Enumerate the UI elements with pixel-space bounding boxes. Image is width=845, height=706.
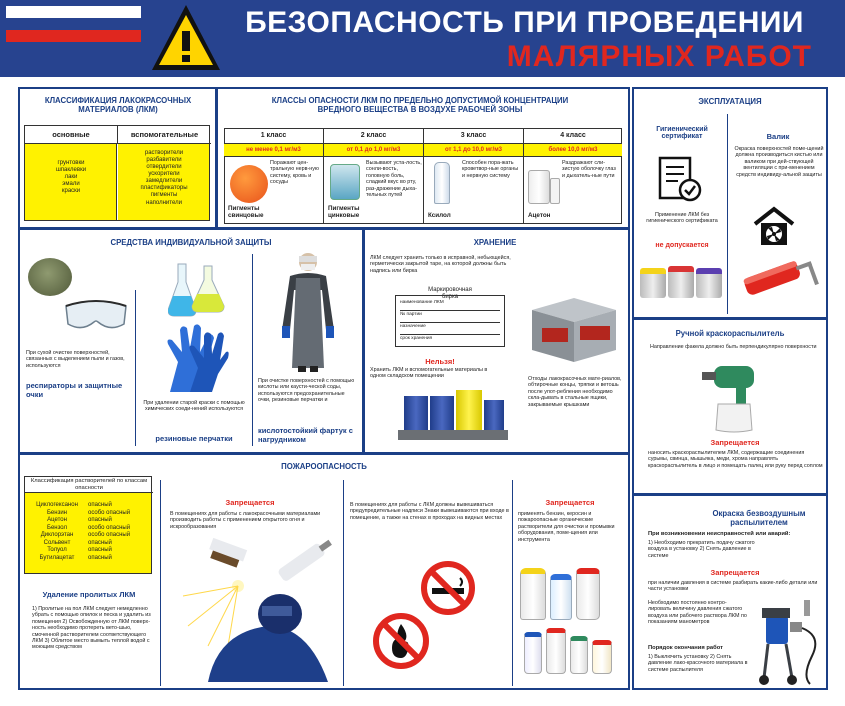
fire-forbidden-2: Запрещается — [545, 498, 595, 507]
airless-sprayer-image — [752, 596, 824, 686]
sprayer-text: Направление факела должно быть перпендикулярно поверхности — [650, 344, 817, 350]
aux-item: ускорители — [148, 171, 180, 178]
hazard-title: КЛАССЫ ОПАСНОСТИ ЛКМ ПО ПРЕДЕЛЬНО ДОПУСТИМОЙ КОНЦЕНТРАЦИИ ВРЕДНОГО ВЕЩЕСТВА В ВОЗДУХЕ РАБОЧЕЙ ЗОНЫ — [271, 96, 569, 114]
apron-label: кислотостойкий фартук с нагрудником — [258, 426, 353, 444]
solvent-name: Бутилацетат — [39, 554, 75, 561]
solvent-class: особо опасный — [88, 524, 131, 531]
fire-divider-1 — [160, 480, 161, 686]
breach-title: При возникновении неисправностей или аварий: — [648, 531, 791, 537]
exploitation-divider — [727, 114, 728, 314]
aux-item: разбавители — [146, 157, 182, 164]
class-effect: Способен пора-жать кроветвор-ные органы и нервную систему — [462, 160, 519, 179]
class-sample: Пигменты цинковые — [328, 205, 360, 219]
removal-text: 1) Пролитые на пол ЛКМ следует немедленно убрать с помощью опилок и песка и удалить из помещения 2) Освобожденную от ЛКМ поверх-ность необходимо протереть вето-шью, смоченной растворителем соответствующего ЛКМ 3) Облитое место вымыть теплой водой с моющим средством — [32, 606, 151, 651]
welder-image — [168, 536, 340, 682]
class-name: 3 класс — [424, 128, 523, 144]
solvent-class: опасный — [88, 517, 112, 523]
storage-forbidden: Нельзя! — [425, 357, 455, 366]
solvent-class: особо опасный — [88, 532, 131, 538]
storage-text: ЛКМ следует хранить только в исправной, небьющейся, герметически закрытой таре, на которой должны быть надпись или бирка — [370, 255, 511, 274]
airless-title: Окраска безвоздушным распылителем — [712, 509, 806, 527]
no-open-flame-sign-icon — [372, 612, 430, 670]
tag-row: назначение — [400, 324, 500, 335]
solvent-table-title: Классификация растворителей по классам опасности — [25, 478, 153, 493]
barrels-image — [398, 386, 508, 442]
solvent-name: Сольвент — [43, 539, 71, 546]
gloves-text: При удалении старой краски с помощью химических соеди-нений используются — [143, 400, 245, 413]
classification-table — [24, 125, 210, 221]
zinc-pigment-image — [330, 164, 360, 200]
class-range: от 1,1 до 10,0 мг/м3 — [424, 144, 523, 157]
exploitation-title: ЭКСПЛУАТАЦИЯ — [698, 97, 762, 106]
lead-pigment-image — [230, 165, 268, 203]
class-sample: Пигменты свинцовые — [228, 205, 264, 219]
class-effect: Вызывают уста-лость, сонли-вость, головную боль, сладкий вкус во рту, раз-дражение дыха-тельных путей — [366, 160, 422, 198]
airless-forbidden: Запрещается — [710, 568, 760, 577]
fire-col3-text: В помещениях для работы с ЛКМ должны вывешиваться предупредительные надписи Знаки вывешиваются при входе в помещение, а также на стенах в проходах на видных местах — [350, 502, 509, 521]
class-name: 2 класс — [324, 128, 423, 144]
sprayer-forbidden-text: наносить краскораспылителем ЛКМ, содержащие соединения сурьмы, свинца, мышьяка, меди, хрома направлять краскораспылитель в лицо и помещать палец или руку перед соплом — [648, 450, 823, 469]
ventilation-house-icon — [752, 206, 796, 246]
flag — [6, 6, 141, 54]
solvent-class: опасный — [88, 547, 112, 553]
fire-divider-2 — [343, 480, 344, 686]
fire-divider-3 — [512, 480, 513, 686]
solvent-class: опасный — [88, 539, 112, 546]
ppe-divider-2 — [252, 254, 253, 446]
certificate-icon — [654, 154, 704, 204]
respirator-label: респираторы и защитные очки — [26, 381, 123, 399]
col-aux-header: вспомогательные — [118, 126, 211, 144]
fire-forbidden-1: Запрещается — [225, 498, 275, 507]
hazard-class-3 — [424, 128, 524, 224]
solvent-bottles-image — [516, 560, 626, 682]
hazard-class-1 — [224, 128, 324, 224]
solvent-name: Толуол — [47, 547, 67, 553]
classification-title: КЛАССИФИКАЦИЯ ЛАКОКРАСОЧНЫХ МАТЕРИАЛОВ (ЛКМ) — [44, 96, 192, 114]
paint-roller-image — [736, 252, 820, 302]
removal-title: Удаление пролитых ЛКМ — [42, 590, 136, 599]
aux-item: наполнители — [146, 199, 182, 206]
fire-col4-text: применять бензин, керосин и пожароопасные органические растворители для очистки и промывки оборудования, поме-щения или инструмента — [518, 511, 615, 543]
end-title: Порядок окончания работ — [648, 645, 723, 651]
steel-box-image — [528, 296, 620, 366]
aux-item: пигменты — [150, 192, 178, 199]
fire-title: ПОЖАРООПАСНОСТЬ — [281, 462, 367, 471]
airless-pressure-text: Необходимо постоянно контро-лировать величину давления сжатого воздуха или рабочего раствора ЛКМ по показаниям манометров — [648, 600, 747, 626]
tag-row: срок хранения — [400, 336, 433, 341]
aux-item: замедлители — [145, 178, 183, 185]
storage-waste-text: Отходы лакокрасочных мате-риалов, обтирочные концы, тряпки и ветошь после упот-ребления необходимо скла-дывать в стальные ящики, закрываемые крышками — [528, 376, 622, 408]
class-effect: Поражают цен-тральную нерв-ную систему, кровь и сосуды — [270, 160, 319, 186]
certificate-warning: не допускается — [655, 242, 709, 249]
ppe-divider-1 — [135, 290, 136, 446]
respirator-image — [28, 258, 72, 296]
main-item: грунтовки — [57, 160, 85, 166]
class-sample: Ксилол — [428, 212, 451, 219]
page-subtitle: МАЛЯРНЫХ РАБОТ — [506, 40, 812, 73]
apron-text: При очистке поверхностей с помощью кислоты или каусти-ческой соды, используются предохранительные очки, резиновые перчатки и — [258, 378, 355, 404]
aux-item: отвердители — [146, 164, 182, 171]
sprayer-title: Ручной краскораспылитель — [675, 329, 785, 338]
marking-tag — [395, 295, 505, 347]
class-range: от 0,1 до 1,0 мг/м3 — [324, 144, 423, 157]
solvent-name: Циклогексанон — [36, 502, 78, 508]
respirator-text: При сухой очистке поверхностей, связанных с выделением пыли и газов, используются — [26, 350, 125, 369]
fire-col2-text: В помещениях для работы с лакокрасочными материалами производить работы с применением открытого огня и искрообразования — [170, 511, 321, 530]
tag-row: № партии — [400, 312, 500, 323]
main-item: лаки — [64, 174, 78, 181]
storage-title: ХРАНЕНИЕ — [473, 238, 517, 247]
class-range: не менее 0,1 мг/м3 — [224, 144, 323, 157]
worker-apron-image — [268, 250, 348, 374]
roller-title: Валик — [766, 132, 790, 141]
solvent-list — [26, 502, 150, 562]
flasks-image — [168, 262, 228, 320]
warning-sign-icon — [150, 3, 222, 73]
tag-row: наименование ЛКМ — [400, 300, 500, 311]
main-item: эмали — [62, 181, 80, 188]
certificate-text: Применение ЛКМ без гигиенического сертификата — [646, 212, 718, 225]
main-item: шпаклевки — [55, 167, 87, 174]
tag-title: Маркировочная бирка — [428, 287, 472, 301]
aux-item: растворители — [144, 150, 184, 156]
paint-cans-image — [640, 262, 724, 302]
airless-forbidden-text: при наличии давления в системе разбирать какие-либо детали или части установки — [648, 580, 818, 593]
no-smoking-sign-icon — [420, 560, 476, 616]
certificate-title: Гигиенический сертификат — [656, 126, 708, 140]
solvent-class: опасный — [88, 554, 112, 561]
ppe-title: СРЕДСТВА ИНДИВИДУАЛЬНОЙ ЗАЩИТЫ — [110, 238, 272, 247]
acetone-bottle-image — [528, 170, 550, 204]
main-item: краски — [61, 188, 81, 195]
class-sample: Ацетон — [528, 212, 551, 219]
class-name: 4 класс — [524, 128, 622, 144]
page-title: БЕЗОПАСНОСТЬ ПРИ ПРОВЕДЕНИИ — [245, 6, 804, 39]
solvent-class: особо опасный — [88, 509, 131, 516]
class-effect: Раздражают сли-зистую оболочку глаз и дыхатель-ные пути — [562, 160, 616, 179]
solvent-name: Бензин — [46, 509, 67, 516]
col-main-header: основные — [25, 126, 118, 144]
goggles-image — [62, 296, 130, 336]
hazard-class-2 — [324, 128, 424, 224]
solvent-name: Диклорэтан — [40, 532, 74, 538]
end-text: 1) Выключить установку 2) Снять давление лако-красочного материала в системе распылителя — [648, 654, 748, 673]
rubber-gloves-image — [160, 322, 230, 394]
sprayer-forbidden: Запрещается — [710, 438, 760, 447]
storage-forbidden-text: Хранить ЛКМ и вспомогательные материалы в одном складском помещении — [370, 367, 488, 380]
roller-text: Окраска поверхностей поме-щений должна производиться кистью или валиком при дей-ствующей вентиляции с при-менением средств индивиду-альной защиты — [734, 146, 824, 178]
gloves-label: резиновые перчатки — [155, 434, 233, 443]
solvent-name: Бензол — [47, 524, 67, 531]
solvent-class: опасный — [88, 502, 112, 508]
class-range: более 10,0 мг/м3 — [524, 144, 622, 157]
class-name: 1 класс — [224, 128, 323, 144]
breach-text: 1) Необходимо прекратить подачу сжатого воздуха в установку 2) Снять давление в системе — [648, 540, 755, 559]
aux-item: пластификаторы — [140, 185, 188, 192]
hazard-class-4 — [524, 128, 622, 224]
spray-gun-image — [700, 364, 768, 434]
solvent-name: Ацетон — [47, 517, 67, 523]
xylene-bottle-image — [434, 162, 450, 204]
